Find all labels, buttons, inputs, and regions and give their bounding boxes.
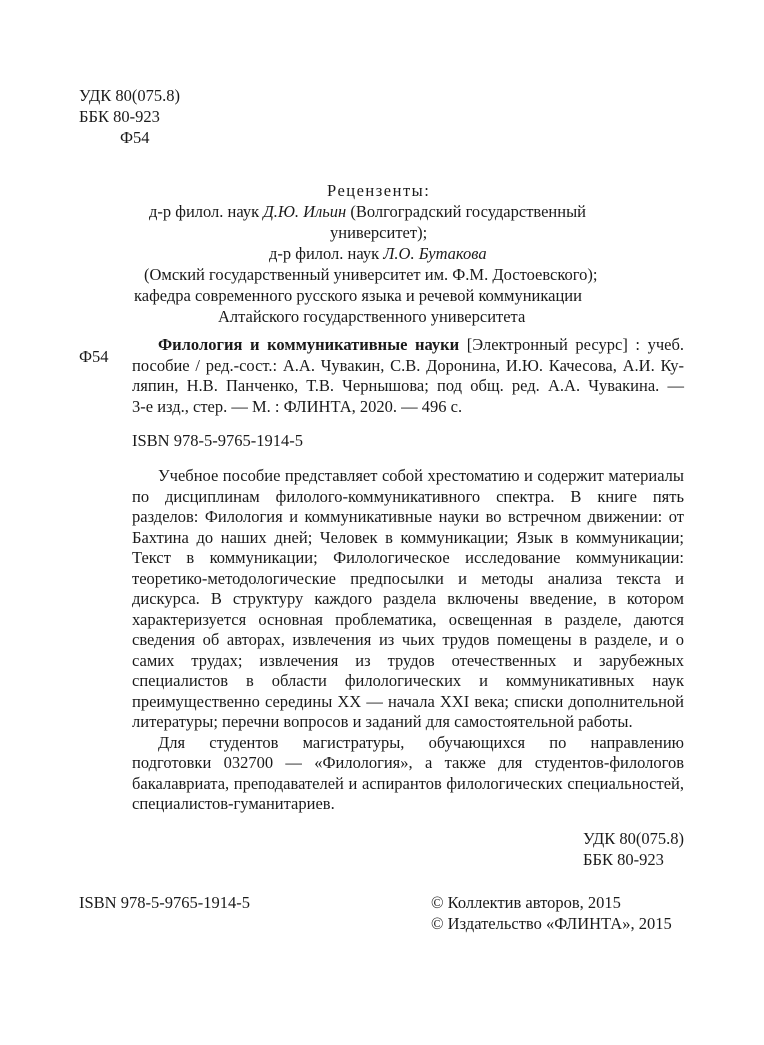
bib-line-3: ляпин, Н.В. Панченко, Т.В. Чернышова; под общ. ред. А.А. Чувакина. — <box>132 376 684 395</box>
annotation-paragraph-1 <box>132 466 684 733</box>
reviewer-org-line-2: Алтайского государственного университета <box>218 307 526 326</box>
annotation-line: самих трудах; извлечения из трудов отечественных и зарубежных <box>132 650 684 670</box>
annotation-line: специалистов-гуманитариев. <box>132 794 335 813</box>
copyright-publisher: © Издательство «ФЛИНТА», 2015 <box>431 914 672 933</box>
reviewer-1-affiliation: (Волгоградский государственный <box>350 202 587 221</box>
annotation <box>132 466 684 815</box>
bib-line-4: 3-е изд., стер. — М. : ФЛИНТА, 2020. — 496 с. <box>132 396 463 416</box>
copyright-authors: © Коллектив авторов, 2015 <box>431 893 621 912</box>
bibliographic-record <box>132 335 684 417</box>
udk-code: УДК 80(075.8) <box>79 86 181 105</box>
reviewer-org-line-1: кафедра современного русского языка и речевой коммуникации <box>134 286 582 305</box>
bbk-code: ББК 80-923 <box>79 107 160 126</box>
bbk-code-bottom: ББК 80-923 <box>583 850 664 869</box>
isbn-main: ISBN 978-5-9765-1914-5 <box>132 431 303 450</box>
annotation-line: бакалавриата, преподавателей и аспирантов филологических специальностей, <box>132 773 684 793</box>
annotation-line: теоретико-методологические предпосылки и методы анализа текста и <box>132 568 684 588</box>
reviewer-2-name: Л.О. Бутакова <box>383 244 487 263</box>
bib-line-1-rest: [Электронный ресурс] : учеб. <box>466 335 685 354</box>
bib-line-2: пособие / ред.-сост.: А.А. Чувакин, С.В. Доронина, И.Ю. Качесова, А.И. Ку- <box>132 355 684 375</box>
annotation-line: Для студентов магистратуры, обучающихся по направлению <box>158 732 684 752</box>
annotation-line: литературы; перечни вопросов и заданий для самостоятельной работы. <box>132 712 633 731</box>
reviewer-2-degree: д-р филол. наук <box>269 244 380 263</box>
annotation-paragraph-2 <box>132 733 684 815</box>
bib-author-mark: Ф54 <box>79 347 109 366</box>
annotation-line: характеризуется основная проблематика, освещенная в разделе, даются <box>132 609 684 629</box>
reviewer-2-affiliation: (Омский государственный университет им. Ф.М. Достоевского); <box>144 265 598 284</box>
annotation-line: дискурса. В структуру каждого раздела включены введение, в котором <box>132 589 684 608</box>
udk-code-bottom: УДК 80(075.8) <box>583 829 685 848</box>
annotation-line: специалистов в области филологических и коммуникативных наук <box>132 671 684 690</box>
annotation-line: Текст в коммуникации; Филологическое исследование коммуникации: <box>132 548 684 567</box>
bib-line-1 <box>132 335 684 356</box>
reviewer-1-line <box>149 202 586 223</box>
annotation-line: сведения об авторах, извлечения из чьих трудов помещены в разделе, и о <box>132 630 684 649</box>
annotation-line: Учебное пособие представляет собой хрестоматию и содержит материалы <box>158 466 684 485</box>
reviewers-heading: Рецензенты: <box>327 181 431 200</box>
annotation-line: преимущественно середины XX — начала XXI века; списки дополнительной <box>132 691 684 711</box>
book-title: Филология и коммуникативные науки <box>158 335 460 354</box>
reviewer-1-affiliation-cont: университет); <box>330 223 428 242</box>
annotation-line: по дисциплинам филолого-коммуникативного спектра. В книге пять <box>132 486 684 506</box>
reviewer-1-degree: д-р филол. наук <box>149 202 260 221</box>
reviewer-1-name: Д.Ю. Ильин <box>263 202 347 221</box>
author-mark: Ф54 <box>120 128 150 147</box>
isbn-footer: ISBN 978-5-9765-1914-5 <box>79 893 250 912</box>
annotation-line: подготовки 032700 — «Филология», а также для студентов-филологов <box>132 753 684 772</box>
reviewer-2-line <box>269 244 487 265</box>
annotation-line: разделов: Филология и коммуникативные науки во встречном движении: от <box>132 507 684 526</box>
annotation-line: Бахтина до наших дней; Человек в коммуникации; Язык в коммуникации; <box>132 527 684 547</box>
